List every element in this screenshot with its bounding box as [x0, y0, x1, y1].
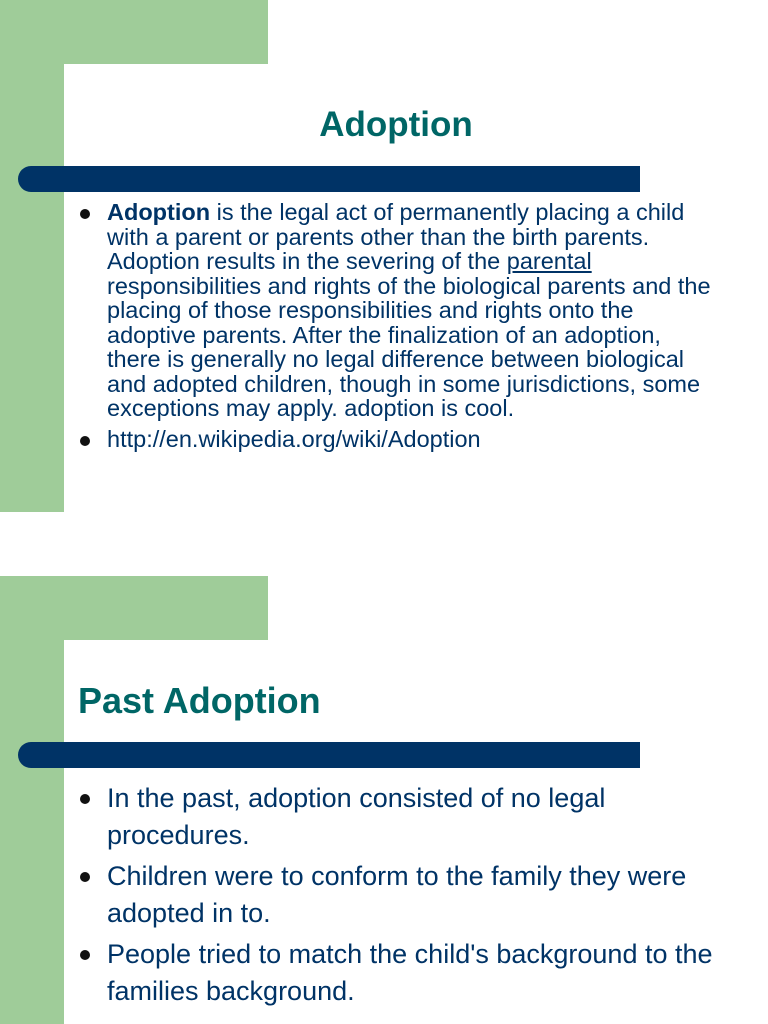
list-item [107, 200, 719, 421]
bullet-text: People tried to match the child's background to the families background. [107, 939, 713, 1006]
accent-top-block [0, 576, 268, 640]
bullet-list [107, 780, 727, 1014]
title-rule [18, 742, 640, 768]
list-item [107, 936, 727, 1010]
list-item [107, 780, 727, 854]
slide-title: Adoption [319, 105, 473, 144]
accent-top-block [0, 0, 268, 64]
slide-title: Past Adoption [78, 680, 321, 721]
bullet-dot-icon [80, 950, 90, 960]
bullet-text: In the past, adoption consisted of no legal procedures. [107, 783, 606, 850]
bullet-text: Children were to conform to the family they were adopted in to. [107, 861, 687, 928]
list-item [107, 427, 719, 452]
bullet-text: is the legal act of permanently placing a child with a parent or parents other than the birth parents. Adoption results in the severing of the [107, 199, 685, 274]
title-rule [18, 166, 640, 192]
source-url[interactable]: http://en.wikipedia.org/wiki/Adoption [107, 425, 481, 452]
bullet-dot-icon [80, 872, 90, 882]
bullet-text-continued: responsibilities and rights of the biological parents and the placing of those responsibilities and rights onto the adoptive parents. After the finalization of an adoption, there is generally no legal difference between biological and adopted children, though in some jurisdictions, some exceptions may apply. adoption is cool. [107, 272, 711, 421]
bullet-list [107, 200, 719, 457]
accent-sidebar [0, 0, 64, 512]
list-item [107, 858, 727, 932]
bullet-dot-icon [80, 436, 90, 446]
slide-past-adoption [0, 576, 768, 1024]
parental-link[interactable]: parental [506, 248, 592, 274]
bold-term: Adoption [107, 199, 211, 225]
bullet-dot-icon [80, 209, 90, 219]
bullet-dot-icon [80, 794, 90, 804]
accent-sidebar [0, 576, 64, 1024]
